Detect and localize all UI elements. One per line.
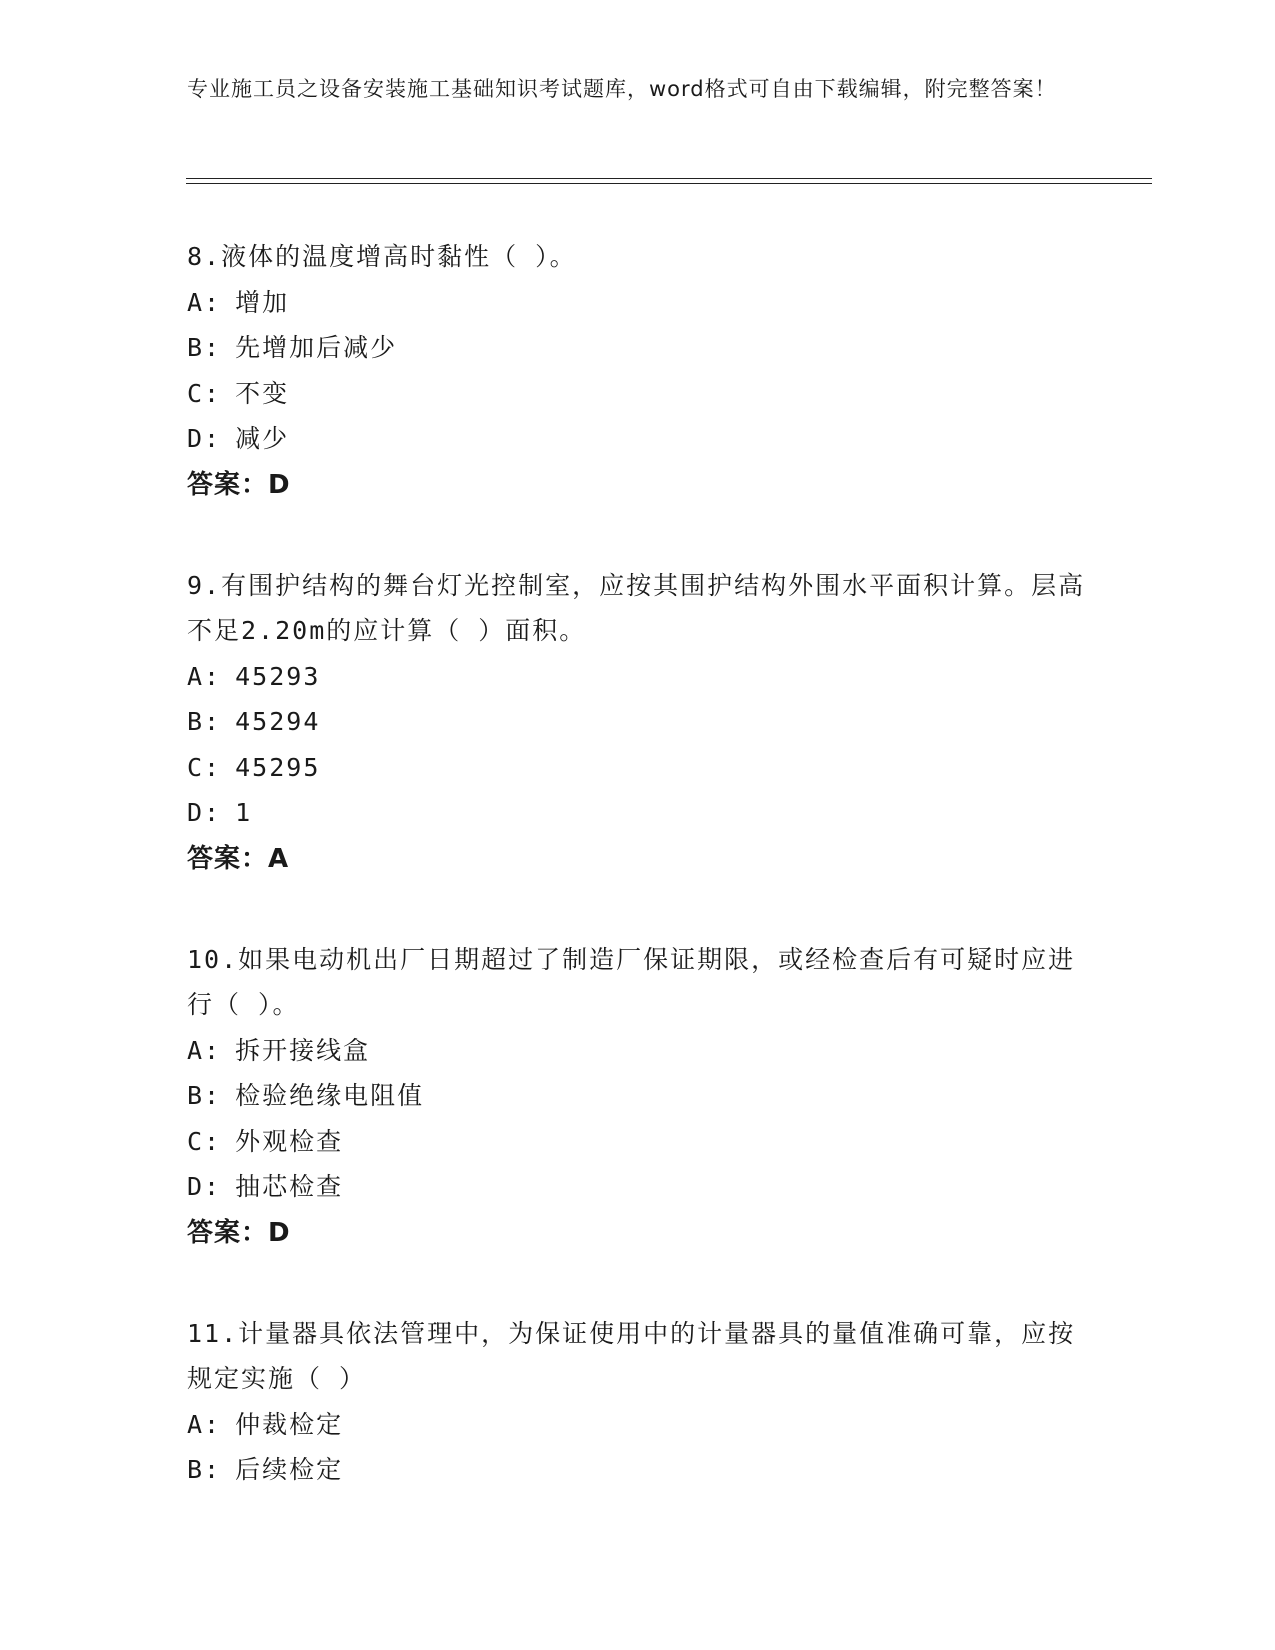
option-text: 拆开接线盒 <box>235 1035 371 1065</box>
option-text: 减少 <box>235 424 290 453</box>
document-header: 专业施工员之设备安装施工基础知识考试题库，word格式可自由下载编辑，附完整答案！ <box>187 77 1057 101</box>
option-text: 后续检定 <box>235 1455 344 1484</box>
option-text: 45295 <box>235 752 321 782</box>
option-a <box>187 280 1087 326</box>
option-text: 1 <box>235 798 253 827</box>
option-b <box>187 1447 1087 1493</box>
answer-line: 答案：A <box>187 843 290 874</box>
question-stem: 9.有围护结构的舞台灯光控制室，应按其围护结构外围水平面积计算。层高不足2.20m的应计算（ ）面积。 <box>187 570 1086 645</box>
answer-line: 答案：D <box>187 1217 291 1248</box>
question-stem: 10.如果电动机出厂日期超过了制造厂保证期限，或经检查后有可疑时应进行（ ）。 <box>187 944 1076 1019</box>
option-d <box>187 416 1087 462</box>
option-c <box>187 745 1087 791</box>
option-letter: C: <box>187 752 222 782</box>
answer-line: 答案：D <box>187 469 291 500</box>
option-text: 外观检查 <box>235 1126 344 1156</box>
option-text: 增加 <box>235 287 290 317</box>
option-text: 45293 <box>235 661 321 691</box>
question-stem: 8.液体的温度增高时黏性（ ）。 <box>187 242 577 271</box>
option-letter: A: <box>187 661 222 691</box>
option-letter: A: <box>187 1035 222 1065</box>
option-b <box>187 325 1087 371</box>
option-text: 45294 <box>235 707 321 736</box>
option-text: 不变 <box>235 378 290 408</box>
option-c <box>187 371 1087 417</box>
option-b <box>187 1073 1087 1119</box>
option-text: 先增加后减少 <box>235 333 398 362</box>
header-rule-top <box>186 178 1152 179</box>
option-letter: B: <box>187 1455 222 1484</box>
option-d <box>187 1164 1087 1210</box>
option-letter: B: <box>187 707 222 736</box>
question-9 <box>187 563 1087 882</box>
header-rule-bottom <box>186 183 1152 184</box>
option-letter: D: <box>187 798 222 827</box>
option-text: 仲裁检定 <box>235 1409 344 1439</box>
option-letter: C: <box>187 378 222 408</box>
option-letter: D: <box>187 424 222 453</box>
option-letter: B: <box>187 1081 222 1110</box>
question-list <box>187 234 1087 1548</box>
option-letter: A: <box>187 287 222 317</box>
question-stem: 11.计量器具依法管理中，为保证使用中的计量器具的量值准确可靠，应按规定实施（ ） <box>187 1318 1076 1393</box>
option-letter: B: <box>187 333 222 362</box>
question-11 <box>187 1311 1087 1493</box>
option-letter: A: <box>187 1409 222 1439</box>
option-a <box>187 1028 1087 1074</box>
option-b <box>187 699 1087 745</box>
question-10 <box>187 937 1087 1256</box>
option-letter: C: <box>187 1126 222 1156</box>
option-c <box>187 1119 1087 1165</box>
option-text: 抽芯检查 <box>235 1172 344 1201</box>
option-a <box>187 654 1087 700</box>
question-8 <box>187 234 1087 508</box>
option-text: 检验绝缘电阻值 <box>235 1081 425 1110</box>
option-d <box>187 790 1087 836</box>
option-a <box>187 1402 1087 1448</box>
option-letter: D: <box>187 1172 222 1201</box>
